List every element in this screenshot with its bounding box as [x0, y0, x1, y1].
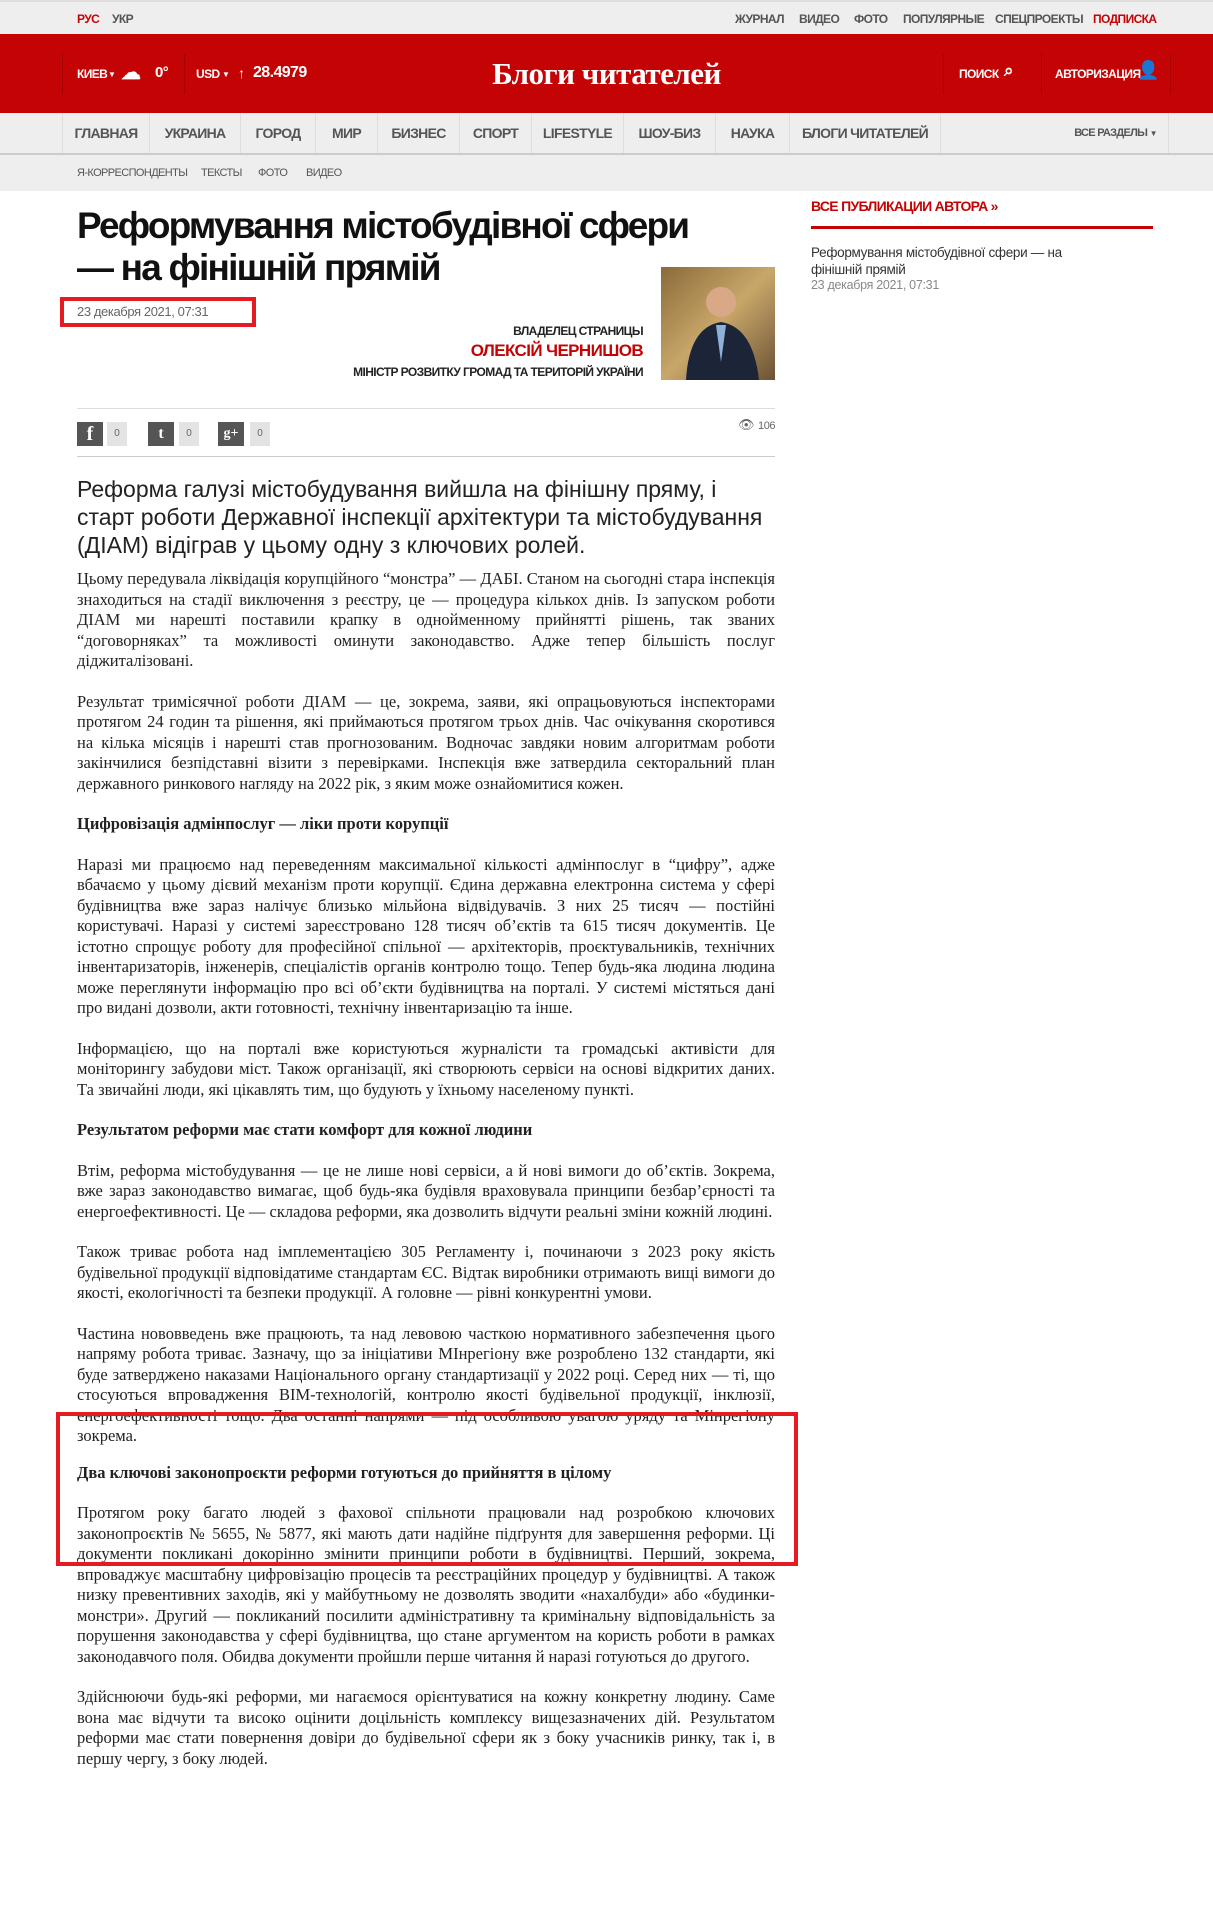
- owner-label: ВЛАДЕЛЕЦ СТРАНИЦЫ: [513, 324, 643, 338]
- share-divider: [77, 408, 775, 409]
- article-lead: Реформа галузі містобудування вийшла на фінішну пряму, і старт роботи Державної інспекції архітектури та містобудування (ДІАМ) відіграв у цьому одну з ключових ролей.: [77, 476, 763, 558]
- nav-lifestyle[interactable]: LIFESTYLE: [531, 113, 623, 153]
- author-photo: [661, 267, 775, 380]
- lang-ru[interactable]: РУС: [77, 12, 100, 26]
- nav-sport[interactable]: СПОРТ: [459, 113, 531, 153]
- nav-world[interactable]: МИР: [315, 113, 377, 153]
- article-title: Реформування містобудівної сфери — на фінішній прямій: [77, 205, 689, 288]
- nav-science[interactable]: НАУКА: [715, 113, 789, 153]
- all-sections-label: ВСЕ РАЗДЕЛЫ: [1074, 127, 1148, 139]
- paragraph-highlight-box: [56, 1412, 798, 1566]
- link-video[interactable]: ВИДЕО: [799, 12, 840, 26]
- top-bar: [0, 0, 1213, 34]
- site-logo[interactable]: Блоги читателей: [492, 56, 721, 91]
- subheading: Два ключові законопроєкти реформи готуються до прийняття в цілому: [77, 1462, 612, 1482]
- paragraph: Втім, реформа містобудування — це не лише нові сервіси, а й нові вимоги до об’єктів. Зокрема, вже зараз законодавство вимагає, щоб будь-яка будівля враховувала принципи безбар’єрності та енергоефективності. Це — складова реформи, яка дозволить відчути реальні зміни кожній людині.: [77, 1160, 775, 1221]
- subnav-texts[interactable]: ТЕКСТЫ: [201, 167, 242, 179]
- author-name[interactable]: ОЛЕКСІЙ ЧЕРНИШОВ: [470, 341, 643, 360]
- user-icon[interactable]: 👤: [1137, 60, 1159, 80]
- sub-nav: [0, 155, 1213, 191]
- subnav-video[interactable]: ВИДЕО: [306, 167, 342, 179]
- eye-icon: 👁: [738, 417, 755, 432]
- sidebar-publication-link[interactable]: Реформування містобудівної сфери — на фінішній прямій: [811, 245, 1062, 277]
- paragraph: Також триває робота над імплементацією 305 Регламенту і, починаючи з 2023 року якість будівельної продукції відповідатиме стандартам ЄС. Відтак виробники отримають вищі вимоги до якості, екологічності та безпеки продукції. А головне — рівні конкурентні умови.: [77, 1242, 775, 1302]
- chevron-down-icon: ▼: [1149, 129, 1157, 138]
- link-specprojects[interactable]: СПЕЦПРОЕКТЫ: [995, 12, 1083, 26]
- currency-select[interactable]: USD: [196, 67, 220, 81]
- paragraph: Здійснюючи будь-які реформи, ми нагаємося орієнтуватися на кожну конкретну людину. Саме вона має відчути та високо оцінити доцільність комплексу вищезазначених дій. Результатом реформи має стати повернення довіри до будівельної сфери як з боку учасників ринку, так і, в першу чергу, з боку людей.: [77, 1687, 775, 1768]
- link-popular[interactable]: ПОПУЛЯРНЫЕ: [903, 12, 985, 26]
- temperature: 0°: [155, 64, 169, 81]
- site-header: [0, 34, 1213, 113]
- paragraph: Цьому передувала ліквідація корупційного “монстра” — ДАБІ. Станом на сьогодні стара інспекція знаходиться на стадії виключення з реєстру, це — процедура кількох днів. Із запуском роботи ДІАМ ми нарешті поставили крапку в однойменному прийнятті рішень, так званих “договорняках” та можливості оминути законодавство. Адже тепер більшість послуг діджиталізовані.: [77, 569, 775, 670]
- facebook-share-button[interactable]: f: [77, 422, 103, 446]
- paragraph: Результат тримісячної роботи ДІАМ — це, зокрема, заяви, які опрацьовуються інспекторами протягом 24 годин та рішення, які приймаються протягом трьох днів. Час очікування скоротився на кілька місяців і нарешті став прогнозованим. Водночас завдяки новим алгоритмам роботи закінчилися безпідставні візити з перевірками. Інспекція вже затвердила секторальний план державного ринкового нагляду на 2022 рік, з яким може ознайомитися кожен.: [77, 691, 775, 793]
- chevron-down-icon: ▼: [222, 70, 230, 79]
- weather-cloud-icon: ☁: [121, 62, 141, 84]
- author-portrait-icon: [661, 267, 775, 380]
- facebook-count: 0: [107, 422, 127, 446]
- paragraph: Наразі ми працюємо над переведенням максимальної кількості адмінпослуг в “цифру”, адже вбачаємо у цьому дієвий механізм проти корупції. Єдина державна електронна система у сфері будівництва вже зараз налічує близько мільйона відвідувачів. З них 25 тисяч — постійні користувачі. Наразі у системі зареєстровано 128 тисяч об’єктів та 615 тисяч документів. Це істотно спрощує роботу для професійної спільної — архітекторів, проєктувальників, технічних інвентаризаторів, інженерів, спеціалістів органів контролю тощо. Тепер будь-яка людина людина може переглянути інформацію про всі об’єкти будівництва на порталі. У системі містяться дані про видані дозволи, акти готовності, технічну інвентаризацію та інше.: [77, 854, 775, 1017]
- author-position: МІНІСТР РОЗВИТКУ ГРОМАД ТА ТЕРИТОРІЙ УКРАЇНИ: [353, 365, 643, 379]
- lang-ua[interactable]: УКР: [112, 12, 133, 26]
- link-photo[interactable]: ФОТО: [854, 12, 888, 26]
- article-date: 23 декабря 2021, 07:31: [77, 304, 209, 319]
- gplus-count: 0: [250, 422, 270, 446]
- sidebar-publication-date: 23 декабря 2021, 07:31: [811, 278, 939, 292]
- divider: [77, 456, 775, 457]
- article-body: [77, 475, 775, 1789]
- link-subscribe[interactable]: ПОДПИСКА: [1093, 12, 1157, 26]
- paragraph: Протягом року багато людей з фахової спільноти працювали над розробкою ключових законопроєктів № 5655, № 5877, які мають дати надійне підґрунтя для завершення реформи. Ці документи покликані докорінно змінити принципи роботи в будівництві. Перший, зокрема, впроваджує масштабну цифровізацію процесів та реєстраційних процедур у будівництві. А також низку превентивних заходів, які у майбутньому не дозволять зводити «нахалбуди» або «будинки-монстри». Другий — покликаний посилити адміністративну та кримінальну відповідальність за порушення законодавства у сфері будівництва, що стане аргументом на користь роботи в рамках законодавчого поля. Обидва документи пройшли перше читання й наразі готуються до другого.: [77, 1503, 775, 1666]
- paragraph: Інформацією, що на порталі вже користуються журналісти та громадські активісти для моніторингу забудови міст. Також організації, які створюють сервіси на основі відкритих даних. Та звичайні люди, які цікавлять тим, що будують у їхньому населеному пункті.: [77, 1038, 775, 1099]
- all-author-publications-link[interactable]: ВСЕ ПУБЛИКАЦИИ АВТОРА »: [811, 198, 998, 214]
- nav-business[interactable]: БИЗНЕС: [377, 113, 459, 153]
- subnav-photo[interactable]: ФОТО: [258, 167, 288, 179]
- arrow-up-icon: ↑: [238, 65, 245, 81]
- login-button[interactable]: АВТОРИЗАЦИЯ: [1055, 67, 1141, 81]
- nav-all-sections[interactable]: [1063, 113, 1169, 153]
- subnav-correspondents[interactable]: Я-КОРРЕСПОНДЕНТЫ: [77, 167, 188, 179]
- search-icon[interactable]: ⌕: [1004, 61, 1013, 80]
- exchange-rate: 28.4979: [253, 64, 307, 81]
- subheading: Результатом реформи має стати комфорт для кожної людини: [77, 1120, 533, 1139]
- nav-city[interactable]: ГОРОД: [240, 113, 315, 153]
- search-button[interactable]: ПОИСК: [959, 67, 999, 81]
- chevron-down-icon: ▼: [108, 70, 116, 79]
- twitter-share-button[interactable]: t: [148, 422, 174, 446]
- sidebar-divider: [811, 226, 1153, 229]
- view-count: 106: [758, 420, 776, 432]
- twitter-count: 0: [179, 422, 199, 446]
- nav-blogs[interactable]: БЛОГИ ЧИТАТЕЛЕЙ: [789, 113, 941, 153]
- link-journal[interactable]: ЖУРНАЛ: [735, 12, 784, 26]
- subheading: Цифровізація адмінпослуг — ліки проти корупції: [77, 814, 449, 833]
- nav-showbiz[interactable]: ШОУ-БИЗ: [623, 113, 715, 153]
- highlighted-paragraph: Частина нововведень вже працюють, та над левовою часткою нормативного забезпечення цього напряму робота триває. Зазначу, що за ініціативи МІнрегіону вже розроблено 132 стандарти, які буде затверджено наказами Національного органу стандартизації у 2022 році. Серед них — ті, що стосуються впровадження BIM-технологій, контролю якості будівельної продукції, інклюзії, енергоефективності тощо. Два останні напрями — під особливою увагою уряду та Мінрегіону зокрема.: [77, 1323, 775, 1445]
- gplus-share-button[interactable]: g+: [218, 422, 244, 446]
- main-nav: [0, 113, 1213, 155]
- nav-ukraine[interactable]: УКРАИНА: [149, 113, 240, 153]
- nav-home[interactable]: ГЛАВНАЯ: [62, 113, 149, 153]
- city-select[interactable]: КИЕВ: [77, 67, 108, 81]
